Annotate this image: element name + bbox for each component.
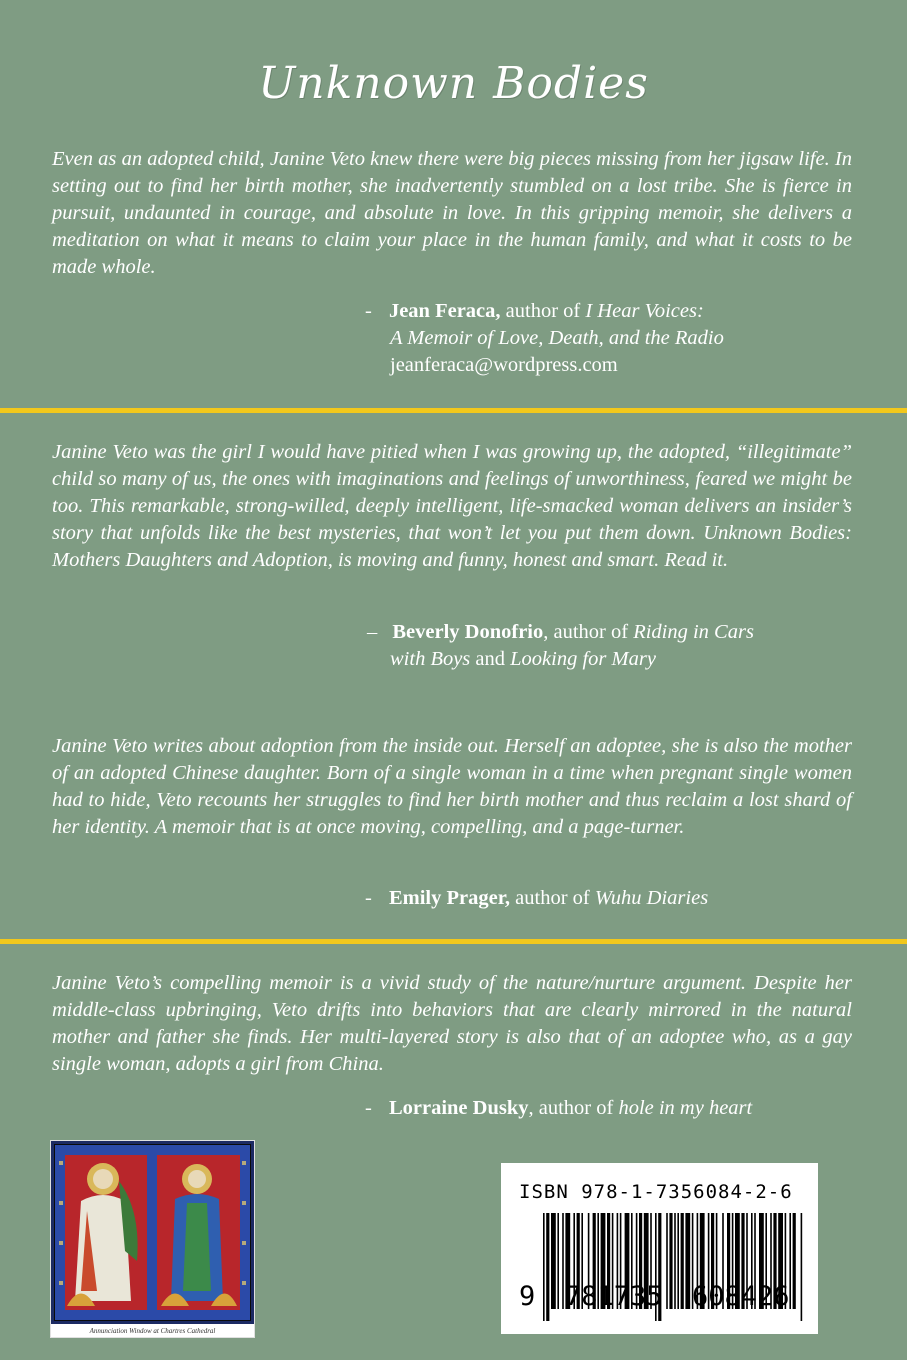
divider-rule-2 bbox=[0, 939, 907, 944]
isbn-label: ISBN 978-1-7356084-2-6 bbox=[519, 1181, 793, 1203]
author-name: Beverly Donofrio bbox=[392, 621, 544, 643]
author-of-text: author of bbox=[500, 300, 586, 322]
annunciation-window-icon bbox=[51, 1141, 254, 1324]
book-title-ref: Looking for Mary bbox=[510, 648, 656, 670]
book-title-ref: I Hear Voices: bbox=[585, 300, 704, 322]
blurb-1-attribution bbox=[365, 298, 704, 325]
and-text: and bbox=[470, 648, 511, 670]
blurb-2-quote: Janine Veto was the girl I would have pitied when I was growing up, the adopted, “illegitimate” child so many of us, the ones with imaginations and feelings of unworthiness, feared we might be too. This remarkable, strong-willed, deeply intelligent, life-smacked woman delivers an insider’s story that unfolds like the best mysteries, that won’t let you put them down. Unknown Bodies: Mothers Daughters and Adoption, is moving and funny, honest and smart. Read it. bbox=[52, 441, 852, 571]
blurb-1-attribution-line3: jeanferaca@wordpress.com bbox=[390, 354, 618, 376]
book-title-ref: Riding in Cars bbox=[633, 621, 754, 643]
isbn-barcode bbox=[501, 1163, 818, 1334]
barcode-digit-group-2: 608426 bbox=[692, 1281, 790, 1312]
author-name: Lorraine Dusky bbox=[388, 1097, 529, 1119]
blurb-2-attribution-line2 bbox=[390, 646, 656, 673]
blurb-1-quote: Even as an adopted child, Janine Veto knew there were big pieces missing from her jigsaw life. In setting out to find her birth mother, she inadvertently stumbled on a lost tribe. She is fierce in pursuit, undaunted in courage, and absolute in love. In this gripping memoir, she delivers a meditation on what it means to claim your place in the human family, and what it costs to be made whole. bbox=[52, 148, 852, 278]
author-of-text: author of bbox=[510, 887, 595, 909]
barcode-digit-group-1: 781735 bbox=[565, 1281, 663, 1312]
attribution-dash: - bbox=[365, 300, 372, 322]
author-name: Emily Prager, bbox=[388, 887, 511, 909]
barcode-first-digit: 9 bbox=[519, 1281, 536, 1312]
blurb-4-quote: Janine Veto’s compelling memoir is a vivid study of the nature/nurture argument. Despite her middle-class upbringing, Veto drifts into behaviors that are clearly mirrored in the natural mother and father she finds. Her multi-layered story is also that of an adoptee who, as a gay single woman, adopts a girl from China. bbox=[52, 972, 852, 1075]
divider-rule-1 bbox=[0, 408, 907, 413]
blurb-4-attribution bbox=[365, 1095, 752, 1122]
book-subtitle: A Memoir of Love, Death, and the Radio bbox=[390, 327, 724, 349]
blurb-3-quote: Janine Veto writes about adoption from the inside out. Herself an adoptee, she is also the mother of an adopted Chinese daughter. Born of a single woman in a time when pregnant single women had to hide, Veto recounts her struggles to find her birth mother and thus reclaim a lost shard of her identity. A memoir that is at once moving, compelling, and a page-turner. bbox=[52, 735, 852, 838]
attribution-dash: - bbox=[365, 1097, 372, 1119]
book-title-ref: hole in my heart bbox=[618, 1097, 753, 1119]
book-title-ref: with Boys bbox=[390, 648, 471, 670]
blurb-3-attribution bbox=[365, 885, 708, 912]
blurb-2-attribution bbox=[367, 619, 754, 646]
window-caption: Annunciation Window at Chartres Cathedral bbox=[89, 1327, 216, 1335]
blurb-1-attribution-line2 bbox=[390, 325, 724, 352]
attribution-dash: - bbox=[365, 887, 372, 909]
attribution-dash: – bbox=[367, 621, 378, 643]
stained-glass-window-image bbox=[50, 1140, 255, 1338]
book-title-ref: Wuhu Diaries bbox=[594, 887, 709, 909]
author-of-text: , author of bbox=[543, 621, 634, 643]
author-name: Jean Feraca, bbox=[388, 300, 501, 322]
author-of-text: , author of bbox=[528, 1097, 619, 1119]
book-title: Unknown Bodies bbox=[258, 58, 649, 109]
